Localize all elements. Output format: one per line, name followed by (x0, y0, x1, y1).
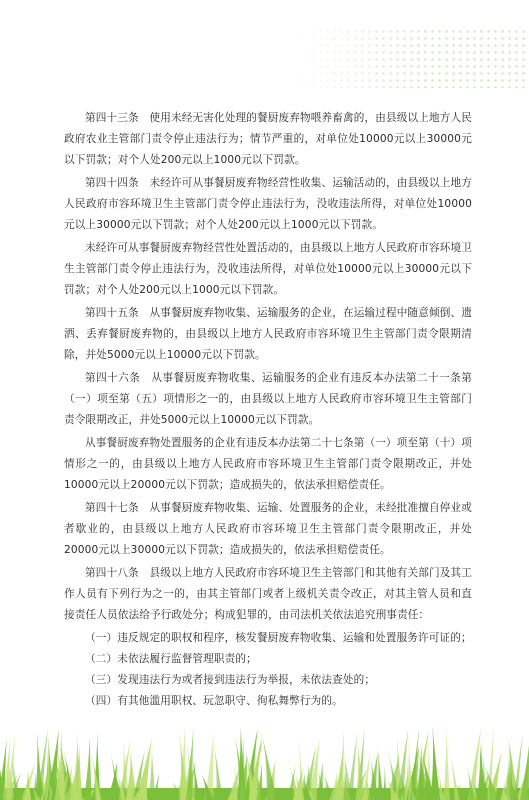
article-43: 第四十三条 使用未经无害化处理的餐厨废弃物喂养畜禽的，由县级以上地方人民政府农业主管部门责令停止违法行为；情节严重的，对单位处10000元以上30000元以下罚款；对个人处200元以上1000元以下罚款。 (64, 112, 472, 166)
article-48: 第四十八条 县级以上地方人民政府市容环境卫生主管部门和其他有关部门及其工作人员有下列行为之一的，由其主管部门或者上级机关责令改正，对其主管人员和直接责任人员依法给予行政处分；构成犯罪的，由司法机关依法追究刑事责任： (64, 567, 472, 621)
article-46: 第四十六条 从事餐厨废弃物收集、运输服务的企业有违反本办法第二十一条第（一）项至第（五）项情形之一的，由县级以上地方人民政府市容环境卫生主管部门责令限期改正，并处5000元以上10000元以下罚款。 (64, 372, 472, 426)
article-46-paragraph-2: 从事餐厨废弃物处置服务的企业有违反本办法第二十七条第（一）项至第（十）项情形之一的，由县级以上地方人民政府市容环境卫生主管部门责令限期改正，并处10000元以上20000元以下罚款；造成损失的，依法承担赔偿责任。 (64, 437, 472, 491)
dot-pattern-decoration (289, 28, 529, 88)
article-48-item-2: （二）未依法履行监督管理职责的； (85, 653, 257, 665)
document-body (64, 108, 472, 712)
article-48-item-3: （三）发现违法行为或者接到违法行为举报，未依法查处的； (85, 674, 376, 686)
article-48-item-1: （一）违反规定的职权和程序，核发餐厨废弃物收集、运输和处置服务许可证的； (85, 632, 472, 644)
article-45: 第四十五条 从事餐厨废弃物收集、运输服务的企业，在运输过程中随意倾倒、遗洒、丢弃餐厨废弃物的，由县级以上地方人民政府市容环境卫生主管部门责令限期清除，并处5000元以上10000元以下罚款。 (64, 307, 472, 361)
article-48-item-4: （四）有其他滥用职权、玩忽职守、徇私舞弊行为的。 (85, 695, 343, 707)
grass-decoration (0, 710, 529, 800)
article-47: 第四十七条 从事餐厨废弃物收集、运输、处置服务的企业，未经批准擅自停业或者歇业的，由县级以上地方人民政府市容环境卫生主管部门责令限期改正，并处20000元以上30000元以下罚款；造成损失的，依法承担赔偿责任。 (64, 502, 472, 556)
article-44: 第四十四条 未经许可从事餐厨废弃物经营性收集、运输活动的，由县级以上地方人民政府市容环境卫生主管部门责令停止违法行为，没收违法所得，对单位处10000元以上30000元以下罚款；对个人处200元以上1000元以下罚款。 (64, 177, 472, 231)
article-44-paragraph-2: 未经许可从事餐厨废弃物经营性处置活动的，由县级以上地方人民政府市容环境卫生主管部门责令停止违法行为，没收违法所得，对单位处10000元以上30000元以下罚款；对个人处200元以上1000元以下罚款。 (64, 242, 472, 296)
